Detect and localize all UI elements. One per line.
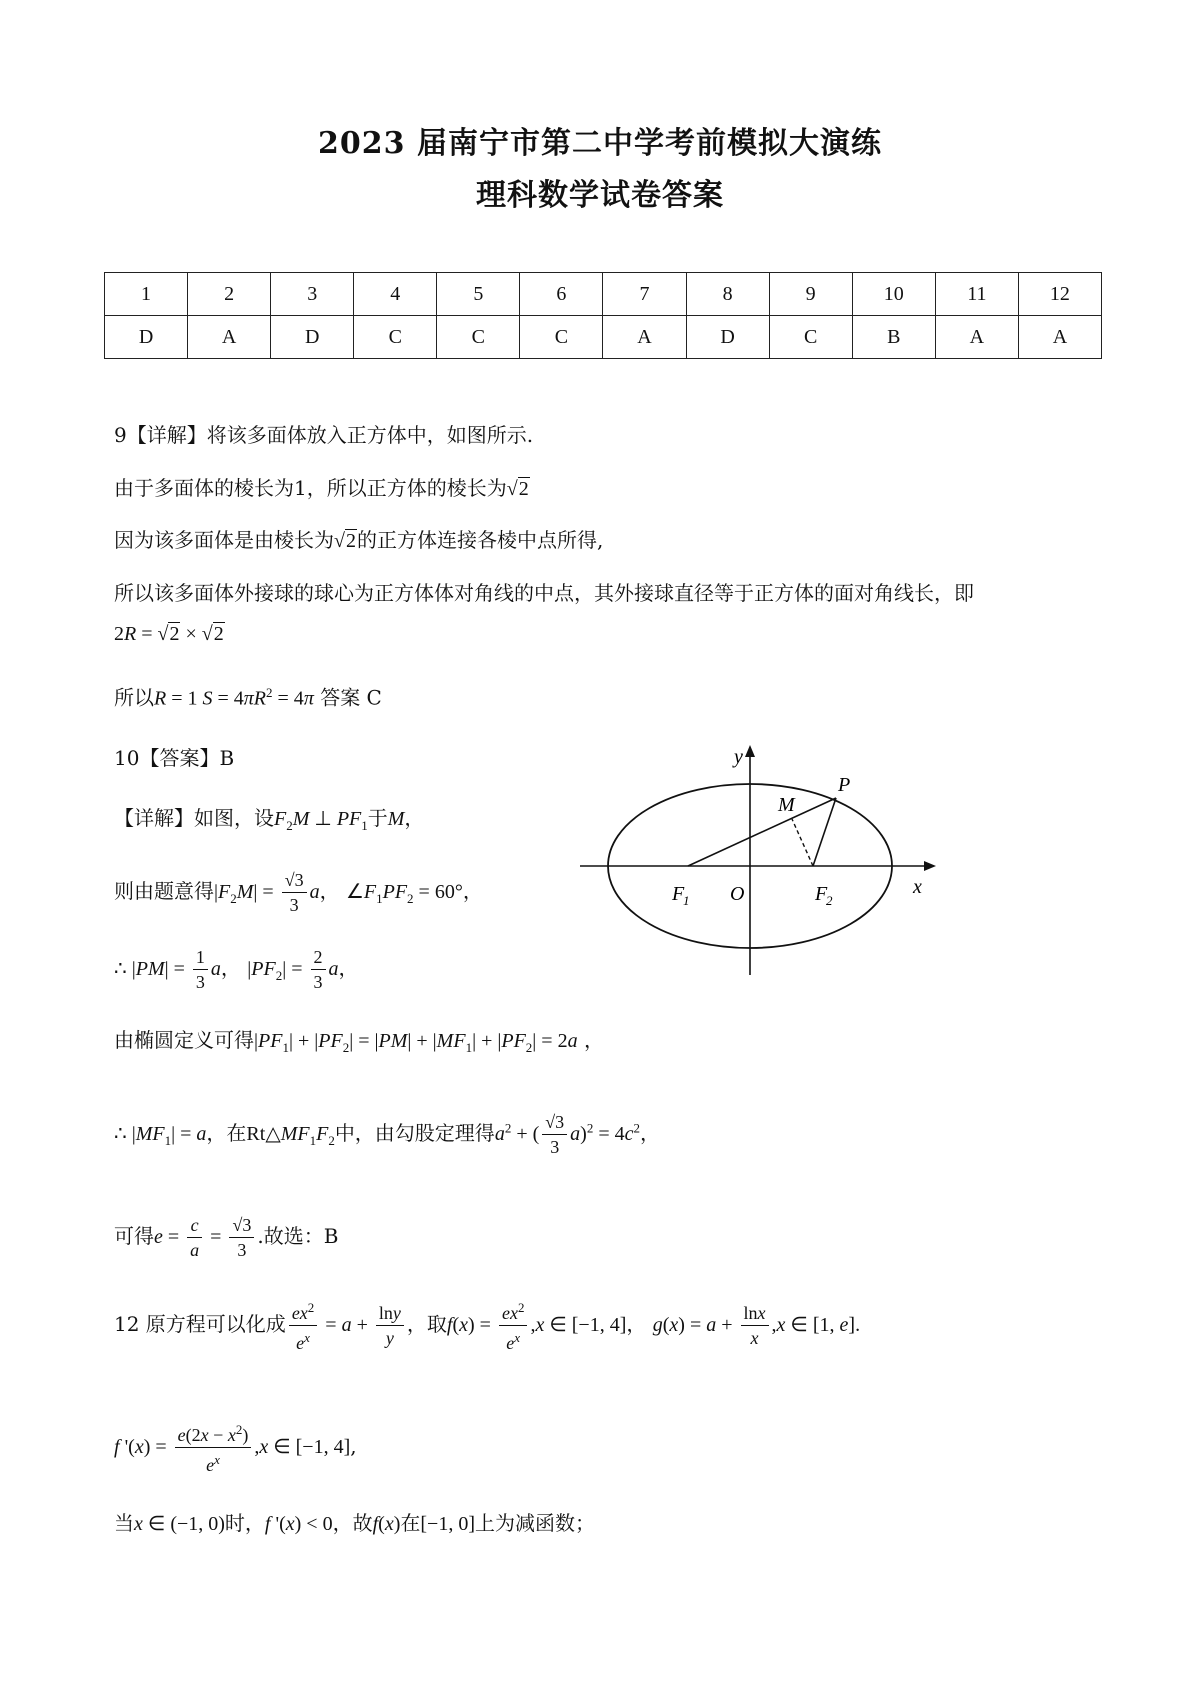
segment-f2m-dashed (792, 819, 813, 866)
table-cell: 12 (1018, 273, 1101, 316)
ellipse-figure (580, 745, 940, 985)
table-cell: A (603, 316, 686, 359)
table-cell: A (935, 316, 1018, 359)
answer-table (104, 272, 1102, 359)
x-axis-arrow-icon (924, 861, 936, 871)
q10-line-1: 10【答案】B (114, 746, 235, 770)
q10-line-5: 由椭圆定义可得$|PF_1| + |PF_2| = |PM| + |MF_1| + |PF_2| = 2a$ ， (114, 1028, 604, 1055)
label-f2-subscript: 2 (826, 893, 833, 908)
q9-line-1: 9【详解】将该多面体放入正方体中，如图所示. (114, 423, 534, 447)
table-cell: A (1018, 316, 1101, 359)
table-cell: 7 (603, 273, 686, 316)
table-cell: D (271, 316, 354, 359)
table-cell: 2 (188, 273, 271, 316)
title-line-1: 2023 届南宁市第二中学考前模拟大演练 (318, 126, 882, 161)
table-cell: C (520, 316, 603, 359)
answer-table-number-row (105, 273, 1102, 316)
table-cell: C (354, 316, 437, 359)
q9-line-4: 所以该多面体外接球的球心为正方体体对角线的中点，其外接球直径等于正方体的面对角线长，即 (114, 581, 974, 605)
q12-line-1: 12 原方程可以化成 $\frac{ex^2}{e^x}$ = a + $\frac{\ln y}{y}$ ，取f(x) = $\frac{ex^2}{e^x}$ ,x ∈ [−1, 4]， g(x) = a + $\frac{\ln x}{x}$ ,x ∈ [1, e]. (114, 1296, 860, 1355)
table-cell: A (188, 316, 271, 359)
title-line-2: 理科数学试卷答案 (476, 178, 724, 213)
q9-line-3: 因为该多面体是由棱长为√2的正方体连接各棱中点所得, (114, 528, 604, 552)
table-cell: C (769, 316, 852, 359)
table-cell: 3 (271, 273, 354, 316)
label-f2: F (815, 883, 828, 905)
label-f1-subscript: 1 (683, 893, 690, 908)
q10-line-4: ∴ |PM| = $\frac{1}{3}$ a， $|PF_2|$ = $\frac{2}{3}$ a， (114, 947, 359, 992)
table-cell: 6 (520, 273, 603, 316)
q9-line-5: 2R = √2 × √2 (114, 623, 224, 645)
segment-pf1 (688, 798, 836, 866)
table-cell: 10 (852, 273, 935, 316)
q9-line-6: 所以R = 1 $S = 4\pi R^2 = 4\pi$ 答案 C (114, 685, 382, 710)
q10-line-7: 可得e = $\frac{c}{a}$ = $\frac{√3}{3}$ .故选：B (114, 1215, 339, 1260)
table-cell: 4 (354, 273, 437, 316)
label-o: O (730, 883, 745, 905)
q10-line-6: ∴ $|MF_1| = a$，在$Rt\triangle MF_1F_2$中，由勾股定理得$a^2$ + ( $\frac{√3}{3}$ $a)^2 = 4c^2$， (114, 1112, 660, 1157)
q10-line-3: 则由题意得$|F_2M|$ = $\frac{√3}{3}$ a， $\angle F_1PF_2 = 60^\circ$， (114, 870, 483, 915)
label-p: P (838, 774, 851, 796)
q12-line-2: f '(x) = $\frac{e(2x - x^2)}{e^x}$ ,x ∈ [−1, 4], (114, 1418, 357, 1477)
table-cell: B (852, 316, 935, 359)
q12-line-3: 当x ∈ (−1, 0)时，f '(x) < 0，故f(x)在[−1, 0]上为减函数； (114, 1511, 595, 1535)
q9-line-2: 由于多面体的棱长为1，所以正方体的棱长为√2 (114, 476, 529, 500)
table-cell: D (105, 316, 188, 359)
table-cell: 1 (105, 273, 188, 316)
table-cell: D (686, 316, 769, 359)
label-m: M (778, 794, 795, 816)
table-cell: C (437, 316, 520, 359)
label-f1: F (672, 883, 685, 905)
segment-pf2 (813, 798, 836, 866)
table-cell: 5 (437, 273, 520, 316)
q10-line-2: 【详解】如图，设$F_2M$ ⊥ $PF_1$于M， (114, 806, 425, 833)
label-y: y (734, 746, 743, 768)
answer-table-answer-row (105, 316, 1102, 359)
table-cell: 9 (769, 273, 852, 316)
y-axis-arrow-icon (745, 745, 755, 757)
table-cell: 11 (935, 273, 1018, 316)
label-x: x (913, 876, 922, 898)
table-cell: 8 (686, 273, 769, 316)
